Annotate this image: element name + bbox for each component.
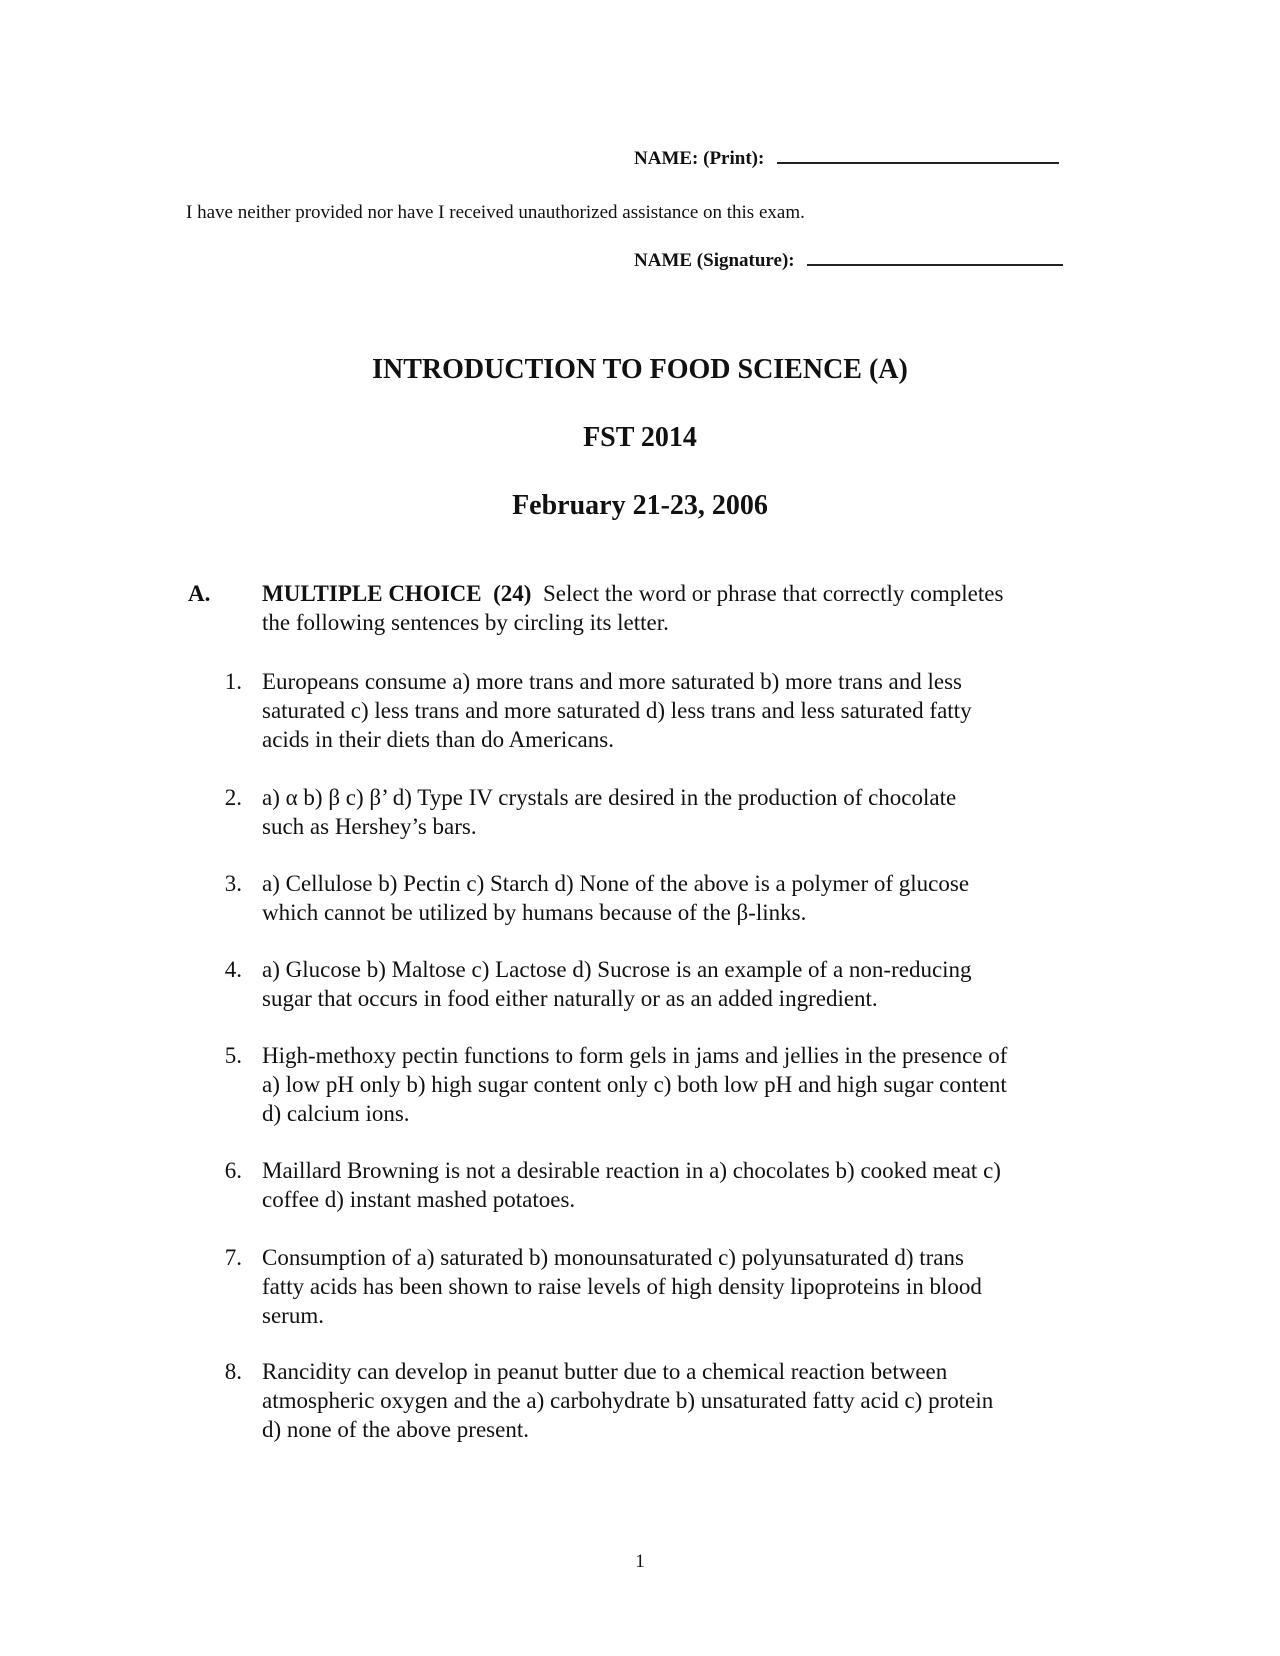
question-number: 1. [224,669,242,694]
question-line: a) low pH only b) high sugar content only c) both low pH and high sugar content [262,1072,1007,1097]
question-text [262,667,1092,754]
question-line: fatty acids has been shown to raise levels of high density lipoproteins in blood [262,1274,982,1299]
section-letter: A. [188,581,211,606]
name-print-field [634,148,1059,170]
section-heading: MULTIPLE CHOICE [262,581,482,606]
section-instruction-line1: Select the word or phrase that correctly completes [542,581,1004,606]
question-line: acids in their diets than do Americans. [262,727,614,752]
question-number: 3. [224,871,242,896]
question-line: a) α b) β c) β’ d) Type IV crystals are desired in the production of chocolate [262,785,957,810]
question-text [262,869,1092,927]
name-signature-label: NAME (Signature): [634,250,795,271]
honor-statement: I have neither provided nor have I received unauthorized assistance on this exam. [186,202,805,223]
question-line: Rancidity can develop in peanut butter due to a chemical reaction between [262,1359,948,1384]
question-line: serum. [262,1303,324,1328]
question-line: Consumption of a) saturated b) monounsaturated c) polyunsaturated d) trans [262,1245,964,1270]
question-line: Maillard Browning is not a desirable reaction in a) chocolates b) cooked meat c) [262,1158,1001,1183]
name-signature-blank [807,250,1063,266]
question-line: coffee d) instant mashed potatoes. [262,1187,576,1212]
question-text [262,783,1092,841]
page-number: 1 [635,1551,645,1572]
question-number: 4. [224,957,242,982]
question-line: which cannot be utilized by humans because of the β-links. [262,900,807,925]
question-number: 5. [224,1043,242,1068]
question-line: sugar that occurs in food either naturally or as an added ingredient. [262,986,878,1011]
question-text [262,1156,1092,1214]
question-line: d) calcium ions. [262,1101,410,1126]
exam-date: February 21-23, 2006 [512,490,768,521]
question-text [262,1357,1092,1444]
section-points: (24) [493,581,532,606]
section-instructions [262,579,1082,637]
question-line: Europeans consume a) more trans and more saturated b) more trans and less [262,669,962,694]
question-text [262,1243,1092,1330]
question-text [262,955,1092,1013]
question-line: d) none of the above present. [262,1417,529,1442]
question-number: 8. [224,1359,242,1384]
name-signature-field [634,250,1063,272]
question-line: saturated c) less trans and more saturated d) less trans and less saturated fatty [262,698,972,723]
question-line: atmospheric oxygen and the a) carbohydrate b) unsaturated fatty acid c) protein [262,1388,994,1413]
question-number: 6. [224,1158,242,1183]
question-number: 2. [224,785,242,810]
question-line: High-methoxy pectin functions to form gels in jams and jellies in the presence of [262,1043,1008,1068]
section-instruction-line2: the following sentences by circling its letter. [262,610,669,635]
question-line: a) Cellulose b) Pectin c) Starch d) None of the above is a polymer of glucose [262,871,970,896]
question-line: such as Hershey’s bars. [262,814,477,839]
name-print-blank [777,148,1059,164]
question-text [262,1041,1092,1128]
course-code: FST 2014 [583,422,697,453]
question-number: 7. [224,1245,242,1270]
course-title: INTRODUCTION TO FOOD SCIENCE (A) [372,354,908,385]
name-print-label: NAME: (Print): [634,148,765,169]
question-line: a) Glucose b) Maltose c) Lactose d) Sucrose is an example of a non-reducing [262,957,972,982]
